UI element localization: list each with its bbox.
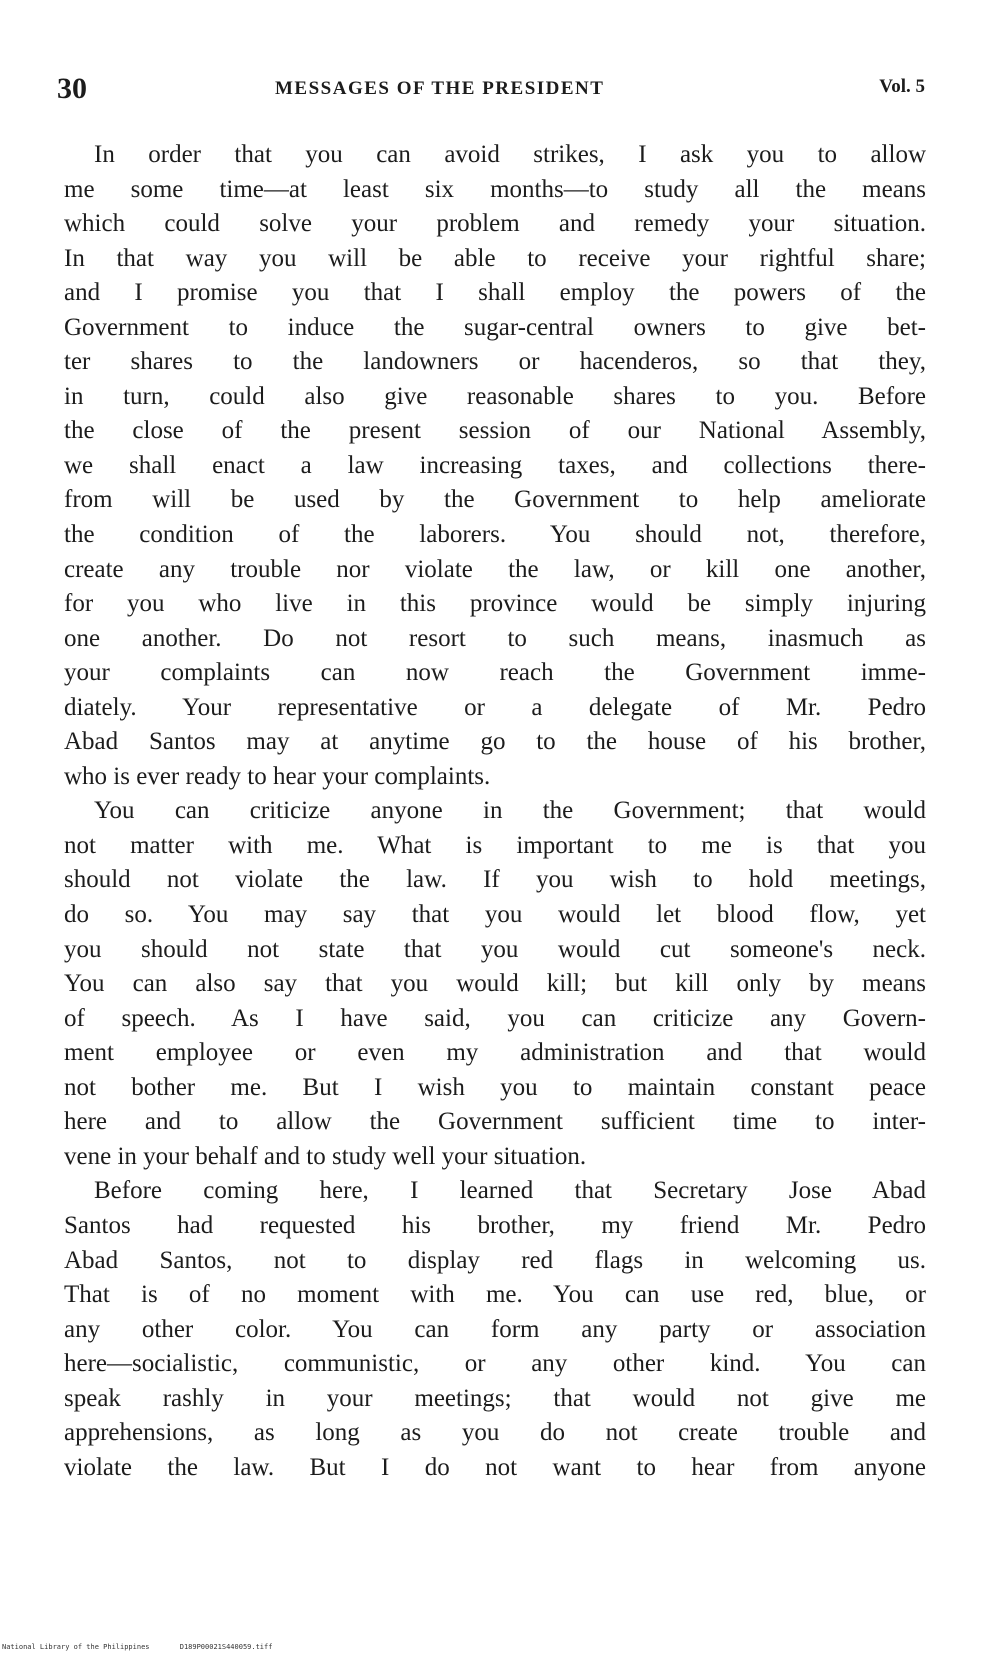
page-header [57,72,925,112]
body-text [64,138,926,1485]
text-line: we shall enact a law increasing taxes, and collections there- [64,451,926,479]
text-line: the close of the present session of our National Assembly, [64,417,926,445]
text-line: You can also say that you would kill; but kill only by means [64,970,926,998]
text-line: speak rashly in your meetings; that would not give me [64,1384,926,1412]
text-line: for you who live in this province would be simply injuring [64,590,926,618]
text-line: you should not state that you would cut someone's neck. [64,935,926,963]
text-line: the condition of the laborers. You should not, therefore, [64,521,926,549]
text-line: should not violate the law. If you wish to hold meetings, [64,866,926,894]
text-line: of speech. As I have said, you can criticize any Govern- [64,1004,926,1032]
text-line: In that way you will be able to receive your rightful share; [64,244,926,272]
text-line: your complaints can now reach the Government imme- [64,659,926,687]
text-line: In order that you can avoid strikes, I ask you to allow [94,141,926,168]
text-line: ment employee or even my administration and that would [64,1039,926,1067]
text-line: any other color. You can form any party or association [64,1315,926,1343]
text-line: not bother me. But I wish you to maintain constant peace [64,1073,926,1101]
text-line: which could solve your problem and remedy your situation. [64,210,926,238]
text-line: apprehensions, as long as you do not create trouble and [64,1419,926,1447]
text-line: not matter with me. What is important to me is that you [64,831,926,859]
text-line: Abad Santos may at anytime go to the house of his brother, [64,728,926,756]
text-line: here—socialistic, communistic, or any other kind. You can [64,1350,926,1378]
file-name: D189P00021S440059.tiff [179,1643,273,1651]
text-line: me some time—at least six months—to study all the means [64,175,926,203]
text-line: do so. You may say that you would let blood flow, yet [64,901,926,929]
text-line: Santos had requested his brother, my friend Mr. Pedro [64,1211,926,1239]
running-title: MESSAGES OF THE PRESIDENT [275,78,605,99]
text-line: one another. Do not resort to such means, inasmuch as [64,624,926,652]
text-line: ter shares to the landowners or hacenderos, so that they, [64,348,926,376]
volume-label: Vol. 5 [879,76,925,97]
text-line: That is of no moment with me. You can use red, blue, or [64,1281,926,1309]
text-line: diately. Your representative or a delegate of Mr. Pedro [64,693,926,721]
text-line: from will be used by the Government to help ameliorate [64,486,926,514]
page-number: 30 [57,72,87,105]
text-line: Before coming here, I learned that Secretary Jose Abad [94,1177,926,1205]
text-line: and I promise you that I shall employ the powers of the [64,279,926,307]
text-line: You can criticize anyone in the Government; that would [94,797,926,825]
text-line: in turn, could also give reasonable shares to you. Before [64,382,926,410]
text-line: vene in your behalf and to study well your situation. [64,1142,587,1170]
text-line: who is ever ready to hear your complaints. [64,762,491,790]
text-line: violate the law. But I do not want to hear from anyone [64,1453,926,1481]
text-line: Government to induce the sugar-central owners to give bet- [64,313,926,341]
text-line: here and to allow the Government sufficient time to inter- [64,1108,926,1136]
text-line: create any trouble nor violate the law, or kill one another, [64,555,926,583]
library-credit: National Library of the Philippines [2,1643,150,1651]
text-line: Abad Santos, not to display red flags in welcoming us. [64,1246,926,1274]
scan-footer [2,1643,298,1651]
